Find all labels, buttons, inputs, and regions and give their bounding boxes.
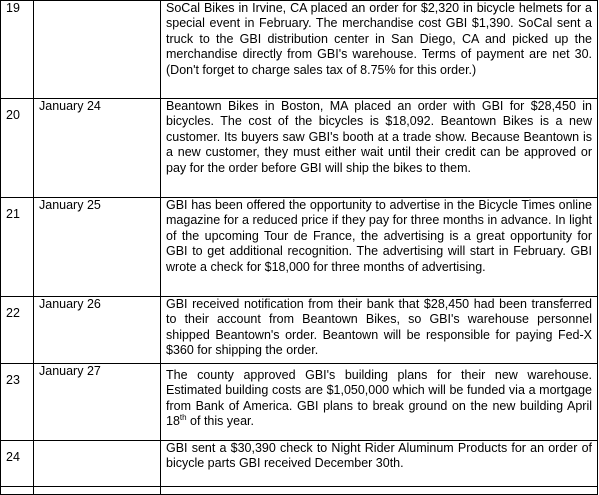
row-description — [161, 364, 598, 441]
row-description: GBI sent a $30,390 check to Night Rider Aluminum Products for an order of bicycle parts GBI received December 30th. — [161, 441, 598, 487]
description-text: The county approved GBI's building plans for their new warehouse. Estimated building costs are $1,050,000 which will be funded via a mortgage from Bank of America. GBI plans to break ground on the new building April 18 — [166, 368, 592, 429]
row-number — [1, 487, 34, 495]
table-row — [1, 297, 598, 364]
row-number: 19 — [1, 1, 34, 99]
row-description: GBI has been offered the opportunity to advertise in the Bicycle Times online magazine for a reduced price if they pay for three months in advance. In light of the upcoming Tour de France, the advertising is a great opportunity for GBI to get additional recognition. The advertising will start in February. GBI wrote a check for $18,000 for three months of advertising. — [161, 198, 598, 297]
row-number: 24 — [1, 441, 34, 487]
table-row — [1, 198, 598, 297]
row-date: January 26 — [34, 297, 161, 364]
row-date — [34, 1, 161, 99]
table-row — [1, 487, 598, 495]
row-description: Beantown Bikes in Boston, MA placed an order with GBI for $28,450 in bicycles. The cost of the bicycles is $18,092. Beantown Bikes is a new customer. Its buyers saw GBI's booth at a trade show. Because Beantown is a new customer, they must either wait until their credit can be approved or pay for the order before GBI will ship the bikes to them. — [161, 99, 598, 198]
row-number: 22 — [1, 297, 34, 364]
row-number: 23 — [1, 364, 34, 441]
description-text: of this year. — [186, 414, 254, 429]
row-description: GBI received notification from their bank that $28,450 had been transferred to their account from Beantown Bikes, so GBI's warehouse personnel shipped Beantown's order. Beantown will be responsible for paying Fed-X $360 for shipping the order. — [161, 297, 598, 364]
row-number: 21 — [1, 198, 34, 297]
table-row — [1, 1, 598, 99]
row-description — [161, 487, 598, 495]
table-row — [1, 99, 598, 198]
row-date: January 25 — [34, 198, 161, 297]
row-number: 20 — [1, 99, 34, 198]
table-row — [1, 441, 598, 487]
row-date — [34, 441, 161, 487]
ordinal-suffix: th — [179, 413, 187, 423]
row-date — [34, 487, 161, 495]
row-date: January 27 — [34, 364, 161, 441]
table-row — [1, 364, 598, 441]
row-description: SoCal Bikes in Irvine, CA placed an order for $2,320 in bicycle helmets for a special event in February. The merchandise cost GBI $1,390. SoCal sent a truck to the GBI distribution center in San Diego, CA and picked up the merchandise directly from GBI's warehouse. Terms of payment are net 30. (Don't forget to charge sales tax of 8.75% for this order.) — [161, 1, 598, 99]
row-date: January 24 — [34, 99, 161, 198]
